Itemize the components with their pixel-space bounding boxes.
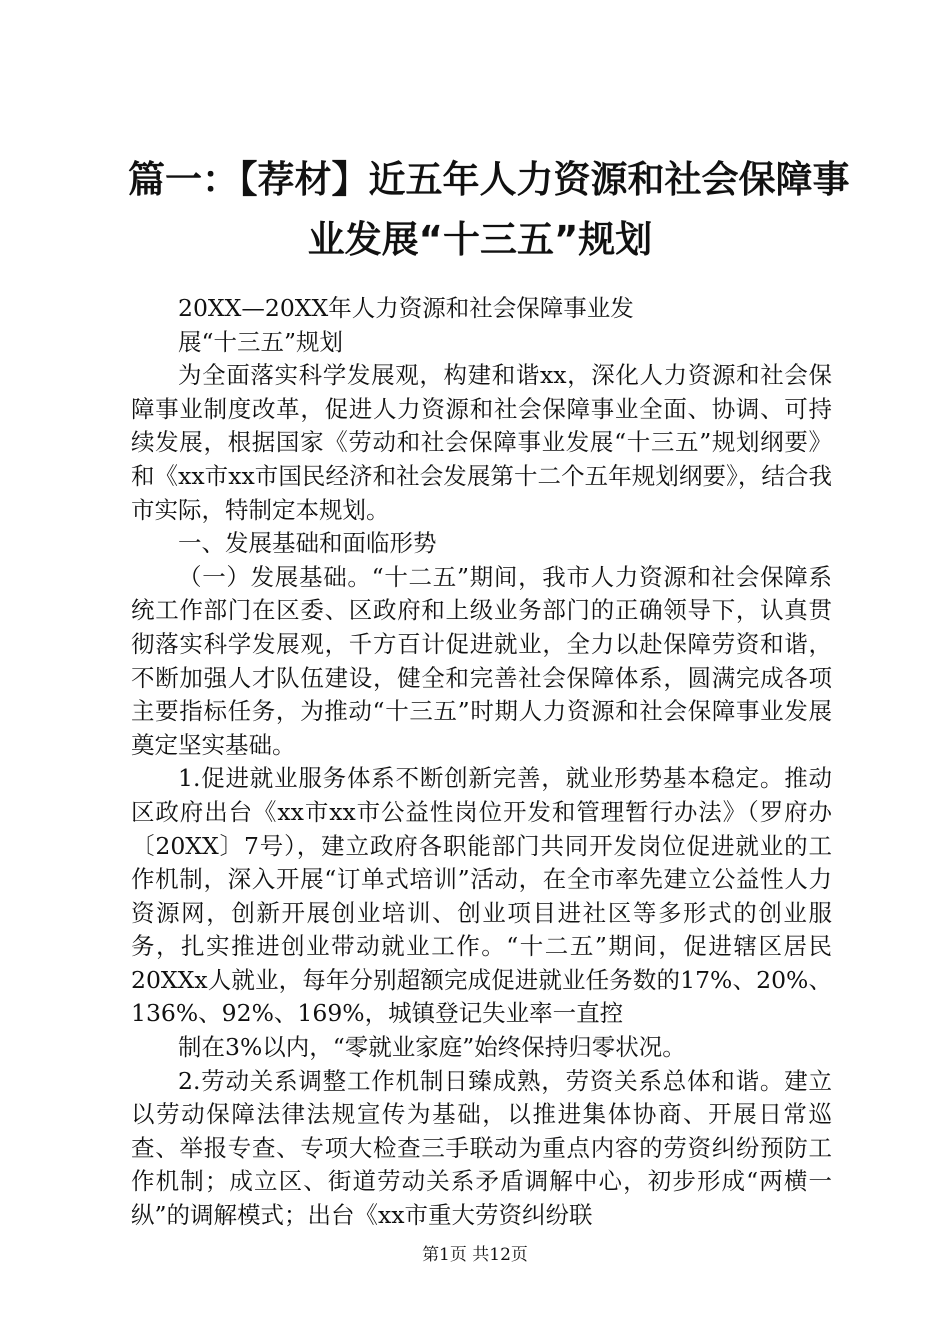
title-line-1: 篇一：【荐材】近五年人力资源和社会保障事 bbox=[128, 158, 850, 201]
intro-paragraph: 为全面落实科学发展观，构建和谐xx，深化人力资源和社会保障事业制度改革，促进人力资源和社会保障事业全面、协调、可持续发展，根据国家《劳动和社会保障事业发展“十三五”规划纲要》和《xx市xx市国民经济和社会发展第十二个五年规划纲要》，结合我市实际，特制定本规划。 bbox=[131, 361, 832, 524]
page-number: 第1页 共12页 bbox=[422, 1245, 528, 1265]
paragraph-development-basis: （一）发展基础。“十二五”期间，我市人力资源和社会保障系统工作部门在区委、区政府和上级业务部门的正确领导下，认真贯彻落实科学发展观，千方百计促进就业，全力以赴保障劳资和谐，不断加强人才队伍建设，健全和完善社会保障体系，圆满完成各项主要指标任务，为推动“十三五”时期人力资源和社会保障事业发展奠定坚实基础。 bbox=[131, 562, 832, 759]
title-line-2: 业发展“十三五”规划 bbox=[307, 218, 653, 261]
section-heading: 一、发展基础和面临形势 bbox=[178, 529, 437, 558]
document-title bbox=[128, 150, 850, 270]
subtitle-line-1: 20XX—20XX年人力资源和社会保障事业发 bbox=[178, 294, 634, 322]
subtitle-line-2: 展“十三五”规划 bbox=[178, 327, 344, 356]
paragraph-employment: 1.促进就业服务体系不断创新完善，就业形势基本稳定。推动区政府出台《xx市xx市公益性岗位开发和管理暂行办法》（罗府办〔20XX〕7号），建立政府各职能部门共同开发岗位促进就业的工作机制，深入开展“订单式培训”活动，在全市率先建立公益性人力资源网，创新开展创业培训、创业项目进社区等多形式的创业服务，扎实推进创业带动就业工作。“十二五”期间，促进辖区居民20XXx人就业，每年分别超额完成促进就业任务数的17%、20%、136%、92%、169%，城镇登记失业率一直控 bbox=[131, 764, 832, 1028]
paragraph-unemployment-control: 制在3%以内，“零就业家庭”始终保持归零状况。 bbox=[178, 1033, 686, 1062]
paragraph-labor-relations: 2.劳动关系调整工作机制日臻成熟，劳资关系总体和谐。建立以劳动保障法律法规宣传为基础，以推进集体协商、开展日常巡查、举报专查、专项大检查三手联动为重点内容的劳资纠纷预防工作机制；成立区、街道劳动关系矛盾调解中心，初步形成“两横一纵”的调解模式；出台《xx市重大劳资纠纷联 bbox=[131, 1066, 832, 1230]
document-body bbox=[131, 292, 832, 1233]
